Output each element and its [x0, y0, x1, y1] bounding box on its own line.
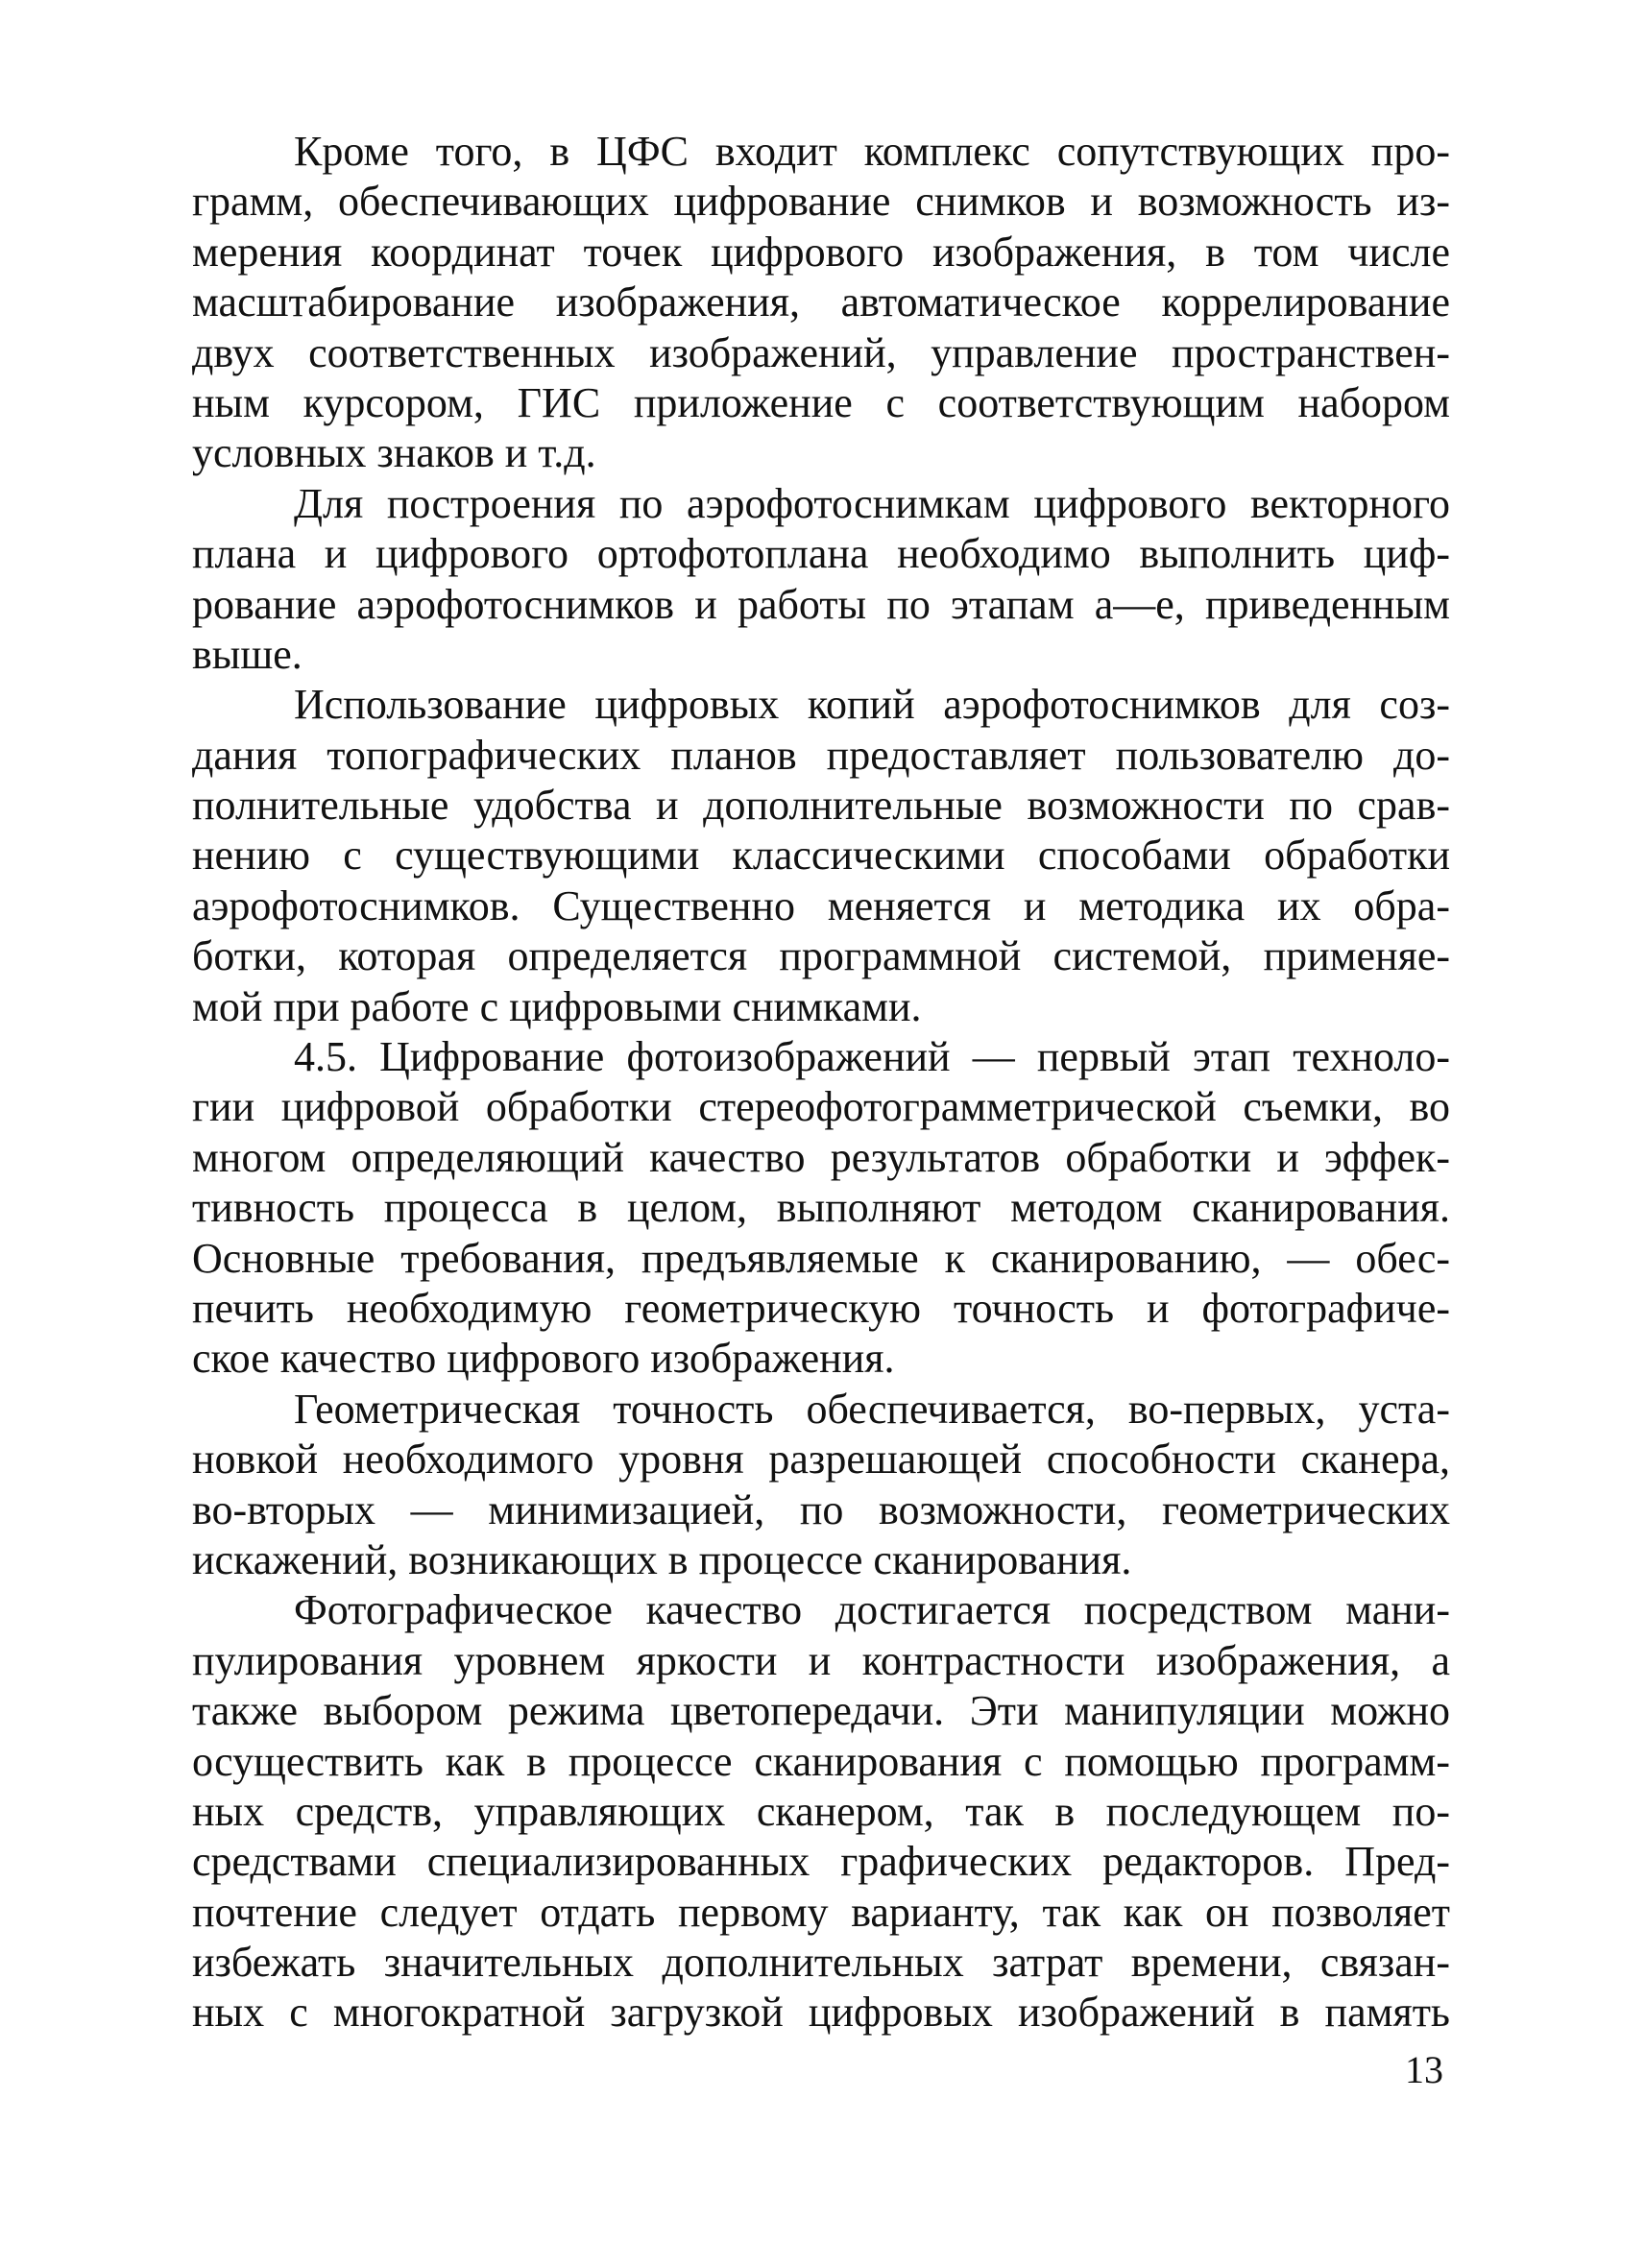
paragraph	[192, 1032, 1450, 1385]
text-line: средствами специализированных графических редакторов. Пред-	[192, 1838, 1450, 1886]
text-line: также выбором режима цветопередачи. Эти манипуляции можно	[192, 1687, 1450, 1735]
text-line: во-вторых — минимизацией, по возможности, геометрических	[192, 1485, 1450, 1533]
text-line: двух соответственных изображений, управление пространствен-	[192, 328, 1450, 376]
body-text	[192, 127, 1450, 2039]
text-line: многом определяющий качество результатов обработки и эффек-	[192, 1133, 1450, 1181]
text-line: условных знаков и т.д.	[192, 429, 596, 477]
text-line: ным курсором, ГИС приложение с соответствующим набором	[192, 378, 1450, 426]
paragraph	[192, 1385, 1450, 1586]
text-line: рование аэрофотоснимков и работы по этапам а—е, приведенным	[192, 580, 1450, 628]
text-line: Кроме того, в ЦФС входит комплекс сопутствующих про-	[294, 128, 1450, 175]
text-line: мерения координат точек цифрового изображения, в том числе	[192, 228, 1450, 276]
text-line: мой при работе с цифровыми снимками.	[192, 982, 922, 1030]
text-line: полнительные удобства и дополнительные возможности по срав-	[192, 782, 1450, 830]
text-line: Геометрическая точность обеспечивается, во-первых, уста-	[294, 1385, 1450, 1433]
text-line: масштабирование изображения, автоматическое коррелирование	[192, 278, 1450, 326]
text-line: Фотографическое качество достигается посредством мани-	[294, 1586, 1450, 1634]
text-line: ботки, которая определяется программной системой, применяе-	[192, 932, 1450, 980]
paragraph	[192, 1585, 1450, 2039]
text-line: 4.5. Цифрование фотоизображений — первый этап техноло-	[294, 1033, 1450, 1081]
text-line: дания топографических планов предоставляет пользователю до-	[192, 731, 1450, 779]
paragraph	[192, 479, 1450, 681]
text-line: тивность процесса в целом, выполняют методом сканирования.	[192, 1184, 1450, 1232]
text-line: новкой необходимого уровня разрешающей способности сканера,	[192, 1436, 1450, 1484]
text-line: почтение следует отдать первому варианту, так как он позволяет	[192, 1888, 1450, 1936]
text-line: гии цифровой обработки стереофотограмметрической съемки, во	[192, 1083, 1450, 1131]
paragraph	[192, 680, 1450, 1032]
text-line: аэрофотоснимков. Существенно меняется и методика их обра-	[192, 881, 1450, 929]
text-line: плана и цифрового ортофотоплана необходимо выполнить циф-	[192, 530, 1450, 578]
text-line: пулирования уровнем яркости и контрастности изображения, а	[192, 1636, 1450, 1684]
text-line: грамм, обеспечивающих цифрование снимков и возможность из-	[192, 178, 1450, 226]
text-line: ных средств, управляющих сканером, так в последующем по-	[192, 1787, 1450, 1835]
text-line: нению с существующими классическими способами обработки	[192, 832, 1450, 880]
text-line: искажений, возникающих в процессе сканирования.	[192, 1535, 1132, 1583]
text-line: Основные требования, предъявляемые к сканированию, — обес-	[192, 1234, 1450, 1282]
page-number: 13	[1405, 2048, 1443, 2091]
paragraph	[192, 127, 1450, 479]
text-line: ных с многократной загрузкой цифровых изображений в память	[192, 1989, 1450, 2037]
text-line: выше.	[192, 630, 302, 678]
text-line: ское качество цифрового изображения.	[192, 1335, 895, 1383]
text-line: Использование цифровых копий аэрофотоснимков для соз-	[294, 681, 1450, 729]
text-line: осуществить как в процессе сканирования с помощью программ-	[192, 1737, 1450, 1785]
text-line: печить необходимую геометрическую точность и фотографиче-	[192, 1284, 1450, 1332]
text-line: Для построения по аэрофотоснимкам цифрового векторного	[294, 479, 1450, 527]
text-line: избежать значительных дополнительных затрат времени, связан-	[192, 1939, 1450, 1987]
